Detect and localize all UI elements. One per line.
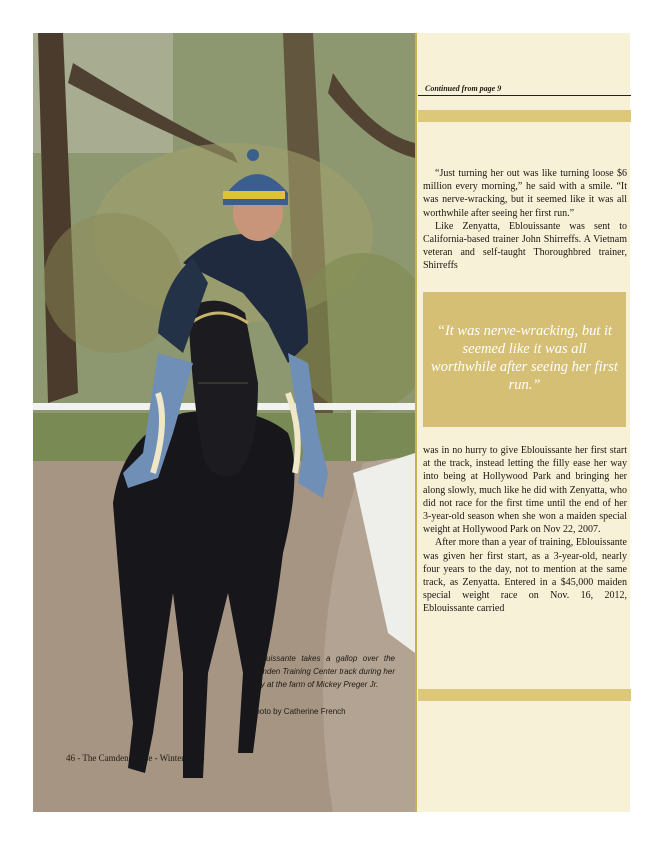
header-rule [418, 95, 631, 96]
continued-label: Continued from page 9 [425, 84, 502, 93]
paragraph: After more than a year of training, Eblouissante was given her first start, as a 3-year-old, nearly four years to the day, not to mention at the same track, as Zenyatta. Entered in a $45,000 maiden special weight race on Nov. 16, 2012, Eblouissante carried [423, 537, 627, 615]
pull-quote-text: “It was nerve-wracking, but it seemed like it was all worthwhile after seeing her first run.” [431, 323, 618, 393]
article-text-top [423, 167, 627, 273]
horse-photo [33, 33, 415, 812]
photo-caption: Eblouissante takes a gallop over the Camden Training Center track during her stay at the farm of Mickey Preger Jr. [250, 654, 395, 689]
page-footer: 46 - The Camden Horse - Winter 2013 [66, 753, 205, 763]
photo-credit: Photo by Catherine French [250, 707, 346, 716]
pull-quote-box [423, 292, 626, 427]
top-accent-band [418, 110, 631, 122]
paragraph: “Just turning her out was like turning loose $6 million every morning,” he said with a smile. “It was nerve-wracking, but it seemed like it was all worthwhile after seeing her first run.” [423, 168, 627, 219]
bottom-accent-band [418, 689, 631, 701]
paragraph: was in no hurry to give Eblouissante her first start at the track, instead letting the filly ease her way into being at Hollywood Park and bringing her along slowly, much like he did with Zenyatta, who did not race for the first time until the end of her 3-year-old season when she won a maiden special weight at Hollywood Park on Nov 22, 2007. [423, 445, 627, 536]
article-text-bottom [423, 444, 627, 616]
paragraph: Like Zenyatta, Eblouissante was sent to California-based trainer John Shirreffs. A Vietnam veteran and self-taught Thoroughbred trainer, Shirreffs [423, 220, 627, 272]
horse-photo-illustration [33, 33, 415, 812]
